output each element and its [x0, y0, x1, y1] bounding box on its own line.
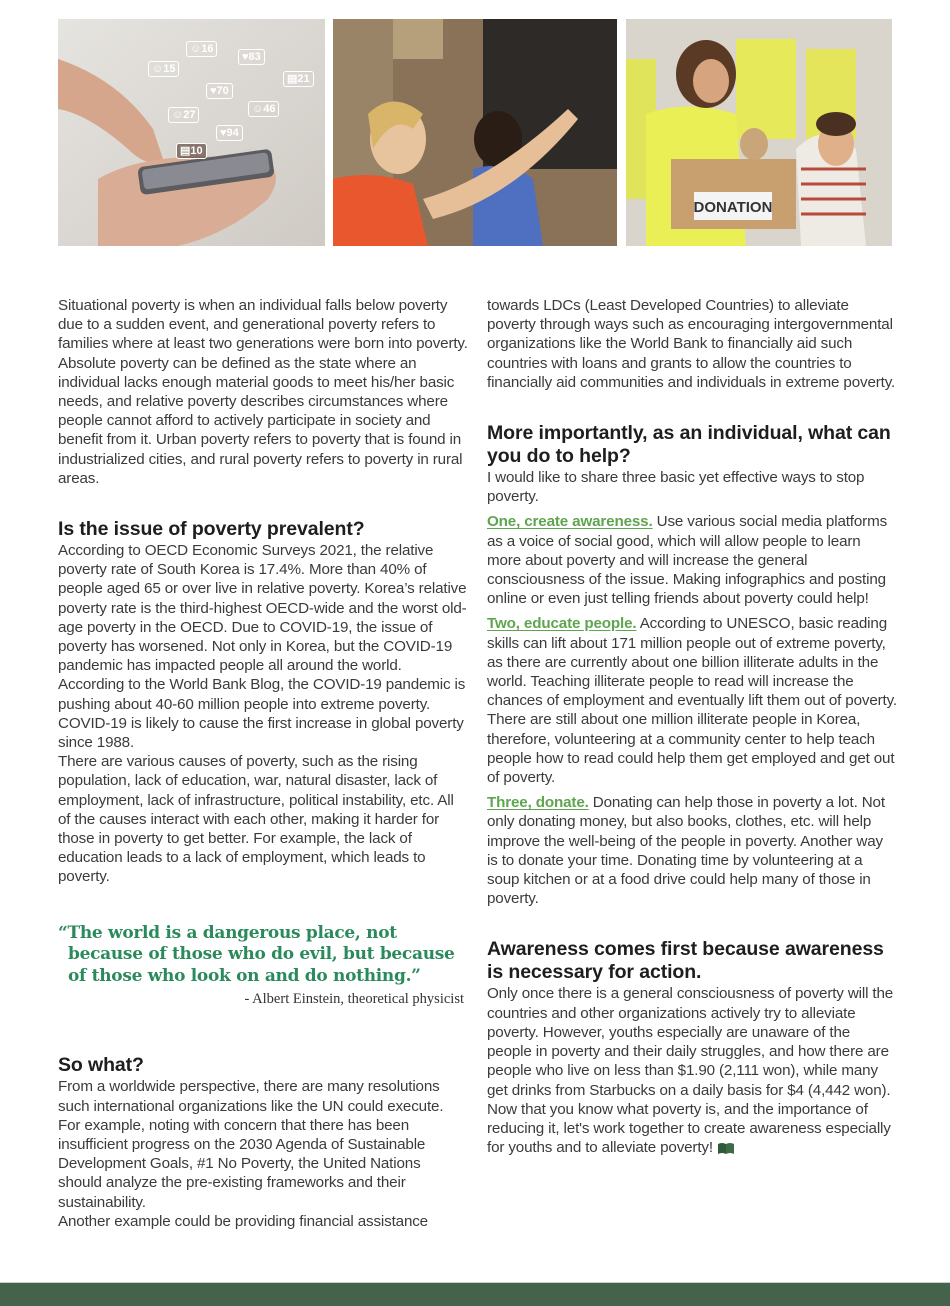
intro-paragraph: Situational poverty is when an individual falls below poverty due to a sudden event, and generational poverty refers to families where at least two generations were born into poverty. Absolute poverty can be defined as the state where an individual lacks enough material goods to meet his/her basic needs, and relative poverty describes circumstances where people cannot afford to actively participate in society and benefit from it. Urban poverty refers to poverty that is found in industrialized cities, and rural poverty refers to poverty in rural areas.: [58, 297, 468, 487]
educate-people-link[interactable]: Two, educate people.: [487, 615, 637, 633]
create-awareness-link[interactable]: One, create awareness.: [487, 513, 653, 531]
notification-bubble-user: ☺27: [168, 107, 199, 123]
so-what-paragraph: From a worldwide perspective, there are many resolutions such international organizations like the UN could execute. For example, noting with concern that there has been insufficient progress on the 2030 Agenda of Sustainable Development Goals, #1 No Poverty, the United Nations should analyze the pre-existing frameworks and their sustainability.: [58, 1078, 444, 1211]
donate-link[interactable]: Three, donate.: [487, 794, 589, 812]
svg-text:DONATION: DONATION: [693, 199, 773, 216]
einstein-quote: “The world is a dangerous place, not because of those who do evil, but because of those who look on and do nothing.”: [58, 922, 455, 986]
financial-assistance-paragraph: Another example could be providing financial assistance: [58, 1212, 428, 1230]
prevalence-paragraph: According to OECD Economic Surveys 2021, the relative poverty rate of South Korea is 17.4%. More than 40% of people aged 65 or over live in relative poverty. Korea’s relative poverty rate is the third-highest OECD-wide and the worst old-age poverty in the OECD. Due to COVID-19, the issue of poverty has worsened. Not only in Korea, but the COVID-19 pandemic has impacted people all around the world. According to the World Bank Blog, the COVID-19 pandemic is pushing about 40-60 million people into extreme poverty. COVID-19 is likely to cause the first increase in global poverty since 1988.: [58, 542, 467, 752]
notification-bubble-user: ☺46: [248, 101, 279, 117]
footer-bar: [0, 1282, 950, 1306]
quote-attribution: - Albert Einstein, theoretical physicist: [244, 991, 464, 1008]
section-heading-awareness: Awareness comes first because awareness is necessary for action.: [487, 938, 884, 984]
teaching-child-photo: [333, 19, 617, 246]
section-heading-prevalent: Is the issue of poverty prevalent?: [58, 518, 365, 541]
notification-bubble-heart: ♥94: [216, 125, 243, 141]
causes-paragraph: There are various causes of poverty, such as the rising population, lack of education, war, natural disaster, lack of employment, lack of infrastructure, political instability, etc. All of the causes interact with each other, making it harder for those in poverty to get better. For example, the lack of education leads to a lack of employment, which leads to poverty.: [58, 753, 454, 886]
continuation-paragraph: towards LDCs (Least Developed Countries) to alleviate poverty through ways such as encouraging intergovernmental organizations like the World Bank to financially aid such countries with loans and grants to allow the countries to financially aid communities and individuals in extreme poverty.: [487, 297, 896, 391]
way-create-awareness: One, create awareness. Use various social media platforms as a voice of social good, which will allow people to learn more about poverty and will increase the general consciousness of the issue. Making infographics and posting online or even just telling friends about poverty could help!: [487, 513, 888, 608]
section-heading-individual-help: More importantly, as an individual, what can you do to help?: [487, 422, 891, 468]
awareness-paragraph: Only once there is a general consciousness of poverty will the countries and other organizations actively try to alleviate poverty. However, youths especially are unaware of the people in poverty and their daily struggles, and how there are people who live on less than $1.90 (2,111 won), while many get drinks from Starbucks on a daily basis for $4 (4,442 won). Now that you know what poverty is, and the importance of reducing it, let's work together to create awareness especially for youths and to alleviate poverty!: [487, 984, 897, 1159]
notification-bubble-user: ☺15: [148, 61, 179, 77]
social-media-phone-photo: [58, 19, 325, 246]
notification-bubble-heart: ♥83: [238, 49, 265, 65]
notification-bubble-comment: ▤10: [176, 143, 207, 159]
notification-bubble-heart: ♥70: [206, 83, 233, 99]
section-heading-so-what: So what?: [58, 1054, 144, 1077]
right-column: [487, 296, 897, 1159]
donation-box-photo: [626, 19, 892, 246]
way-educate-people: Two, educate people. According to UNESCO, basic reading skills can lift about 171 million people out of extreme poverty, as there are currently about one billion illiterate adults in the world. Teaching illiterate people to read will increase the chances of employment and eventually lift them out of poverty. There are still about one million illiterate people in Korea, therefore, volunteering at a community center to help teach people how to read could help them get employed and get out of poverty.: [487, 615, 897, 787]
notification-bubble-user: ☺16: [186, 41, 217, 57]
left-column: [58, 296, 468, 1231]
book-icon: [717, 1140, 735, 1159]
notification-bubble-comment: ▤21: [283, 71, 314, 87]
way-donate: Three, donate. Donating can help those in poverty a lot. Not only donating money, but also books, clothes, etc. will help improve the well-being of the people in poverty. Another way is to donate your time. Donating time by volunteering at a soup kitchen or at a food drive could help many of those in poverty.: [487, 794, 885, 908]
quote-block: [58, 923, 468, 1009]
three-ways-intro: I would like to share three basic yet effective ways to stop poverty.: [487, 469, 865, 506]
